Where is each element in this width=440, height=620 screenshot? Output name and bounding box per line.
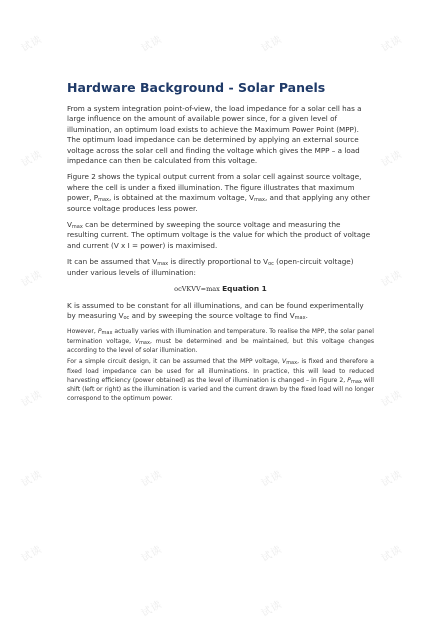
paragraph-vmax-proportional: It can be assumed that $V_{max}$ is directly proportional to $V_{oc}$ (open-circuit voltage) under various levels of illumination: bbox=[67, 257, 354, 277]
watermark: 试读 bbox=[379, 268, 405, 290]
paragraph-constant-k: K is assumed to be constant for all illuminations, and can be found experimentally by measuring $V_{oc}$ and by sweeping the source voltage to find $V_{max}$. bbox=[67, 300, 364, 321]
watermark: 试读 bbox=[19, 268, 45, 290]
watermark: 试读 bbox=[139, 543, 165, 565]
watermark: 试读 bbox=[259, 598, 285, 620]
paragraph-vmax-sweep: $V_{max}$ can be determined by sweeping the source voltage and measuring the resulting current. The optimum voltage is the value for which the product of voltage and current (V x I = power) is maximised. bbox=[67, 220, 371, 250]
watermark: 试读 bbox=[379, 148, 405, 170]
watermark: 试读 bbox=[139, 468, 165, 490]
paragraph-mpp-intro: From a system integration point-of-view, the load impedance for a solar cell has a large influence on the amount of available power since, for a given level of illumination, an optimum load exists to achieve the Maximum Power Point (MPP). The optimum load impedance can be determined by applying an external source voltage across the solar cell and finding the voltage which gives the MPP – a load impedance can then be calculated from this voltage. bbox=[67, 104, 362, 166]
paragraph-figure-2: Figure 2 shows the typical output current from a solar cell against source voltage, where the cell is under a fixed illumination. The figure illustrates that maximum power, $P_{max}$, is obtained at the maximum voltage, $V_{max}$, and that applying any other source voltage produces less power. bbox=[67, 172, 371, 213]
watermark: 试读 bbox=[19, 468, 45, 490]
watermark: 试读 bbox=[379, 468, 405, 490]
equation-expression: ocVKVV=max bbox=[174, 285, 220, 294]
watermark: 试读 bbox=[379, 33, 405, 55]
watermark: 试读 bbox=[379, 543, 405, 565]
watermark: 试读 bbox=[139, 598, 165, 620]
watermark: 试读 bbox=[19, 33, 45, 55]
document-body bbox=[67, 80, 374, 405]
paragraph-simple-design: For a simple circuit design, it can be assumed that the MPP voltage, $V_{max}$, is fixed and therefore a fixed load impedance can be used for all illuminations. In practice, this will lead to reduced harvesting efficiency (power obtained) as the level of illumination is changed – in Figure 2, $P_{max}$ will shift (left or right) as the illumination is varied and the current drawn by the fixed load will no longer correspond to the optimum power. bbox=[67, 358, 374, 403]
watermark: 试读 bbox=[19, 388, 45, 410]
watermark: 试读 bbox=[259, 33, 285, 55]
watermark: 试读 bbox=[19, 543, 45, 565]
watermark: 试读 bbox=[259, 468, 285, 490]
watermark: 试读 bbox=[379, 388, 405, 410]
equation-1 bbox=[67, 284, 374, 294]
watermark: 试读 bbox=[139, 33, 165, 55]
watermark: 试读 bbox=[259, 543, 285, 565]
equation-label: Equation 1 bbox=[222, 284, 267, 294]
section-heading: Hardware Background - Solar Panels bbox=[67, 80, 326, 95]
small-text-block bbox=[67, 327, 374, 403]
watermark: 试读 bbox=[19, 148, 45, 170]
paragraph-pmax-varies: However, $P_{max}$ actually varies with illumination and temperature. To realise the MPP, the solar panel termination voltage, $V_{max}$, must be determined and be maintained, but this voltage changes according to the level of solar illumination. bbox=[67, 328, 375, 354]
